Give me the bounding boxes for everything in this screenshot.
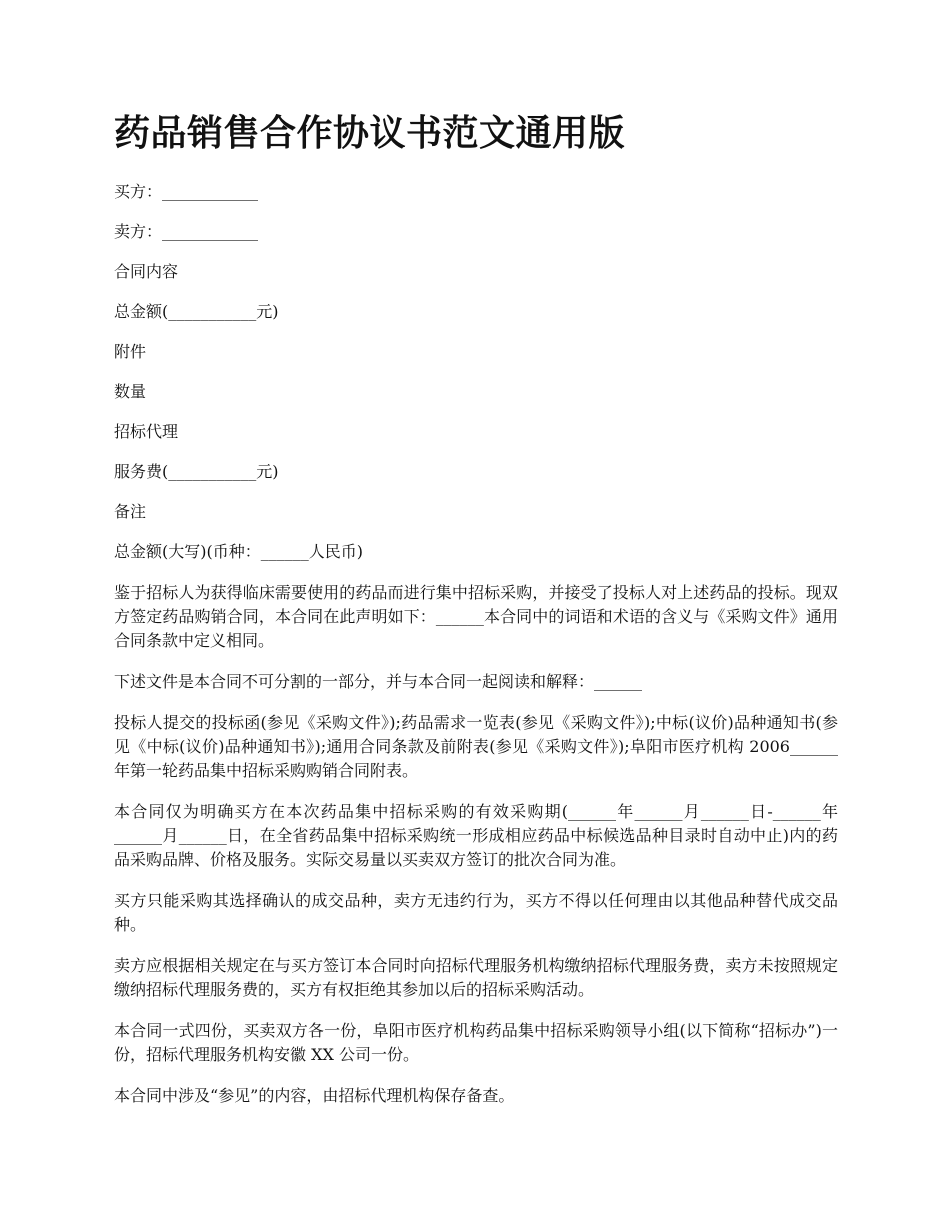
contract-content-label: 合同内容 bbox=[114, 262, 179, 282]
bidding-agent-label: 招标代理 bbox=[114, 422, 179, 442]
service-fee-field: 服务费(___________元) bbox=[114, 462, 279, 482]
paragraph-service-fee: 卖方应根据相关规定在与买方签订本合同时向招标代理服务机构缴纳招标代理服务费，卖方未按照规定缴纳招标代理服务费的，买方有权拒绝其参加以后的招标采购活动。 bbox=[114, 956, 838, 1000]
quantity-label: 数量 bbox=[114, 382, 147, 402]
document-title: 药品销售合作协议书范文通用版 bbox=[114, 112, 626, 154]
paragraph-documents-intro: 下述文件是本合同不可分割的一部分，并与本合同一起阅读和解释：______ bbox=[114, 672, 643, 692]
remarks-label: 备注 bbox=[114, 502, 147, 522]
seller-field: 卖方：____________ bbox=[114, 222, 259, 242]
paragraph-copies: 本合同一式四份，买卖双方各一份，阜阳市医疗机构药品集中招标采购领导小组(以下简称“招标办”)一份，招标代理服务机构安徽 XX 公司一份。 bbox=[114, 1021, 838, 1065]
paragraph-recital: 鉴于招标人为获得临床需要使用的药品而进行集中招标采购，并接受了投标人对上述药品的投标。现双方签定药品购销合同，本合同在此声明如下：______本合同中的词语和术语的含义与《采购文件》通用合同条款中定义相同。 bbox=[114, 583, 838, 651]
paragraph-substitution: 买方只能采购其选择确认的成交品种，卖方无违约行为，买方不得以任何理由以其他品种替代成交品种。 bbox=[114, 891, 838, 935]
attachment-label: 附件 bbox=[114, 342, 147, 362]
paragraph-purchase-period: 本合同仅为明确买方在本次药品集中招标采购的有效采购期(______年______月______日-______年______月______日，在全省药品集中招标采购统一形成相应药品中标候选品种目录时自动中止)内的药品采购品牌、价格及服务。实际交易量以买卖双方签订的批次合同为准。 bbox=[114, 802, 838, 870]
total-amount-uppercase-field: 总金额(大写)(币种：______人民币) bbox=[114, 542, 363, 562]
buyer-field: 买方：____________ bbox=[114, 182, 259, 202]
paragraph-documents-list: 投标人提交的投标函(参见《采购文件》);药品需求一览表(参见《采购文件》);中标(议价)品种通知书(参见《中标(议价)品种通知书》);通用合同条款及前附表(参见《采购文件》);阜阳市医疗机构 2006______年第一轮药品集中招标采购购销合同附表。 bbox=[114, 713, 838, 781]
paragraph-reference-storage: 本合同中涉及“参见”的内容，由招标代理机构保存备查。 bbox=[114, 1086, 515, 1106]
total-amount-field: 总金额(___________元) bbox=[114, 302, 279, 322]
document-body bbox=[114, 112, 838, 1125]
